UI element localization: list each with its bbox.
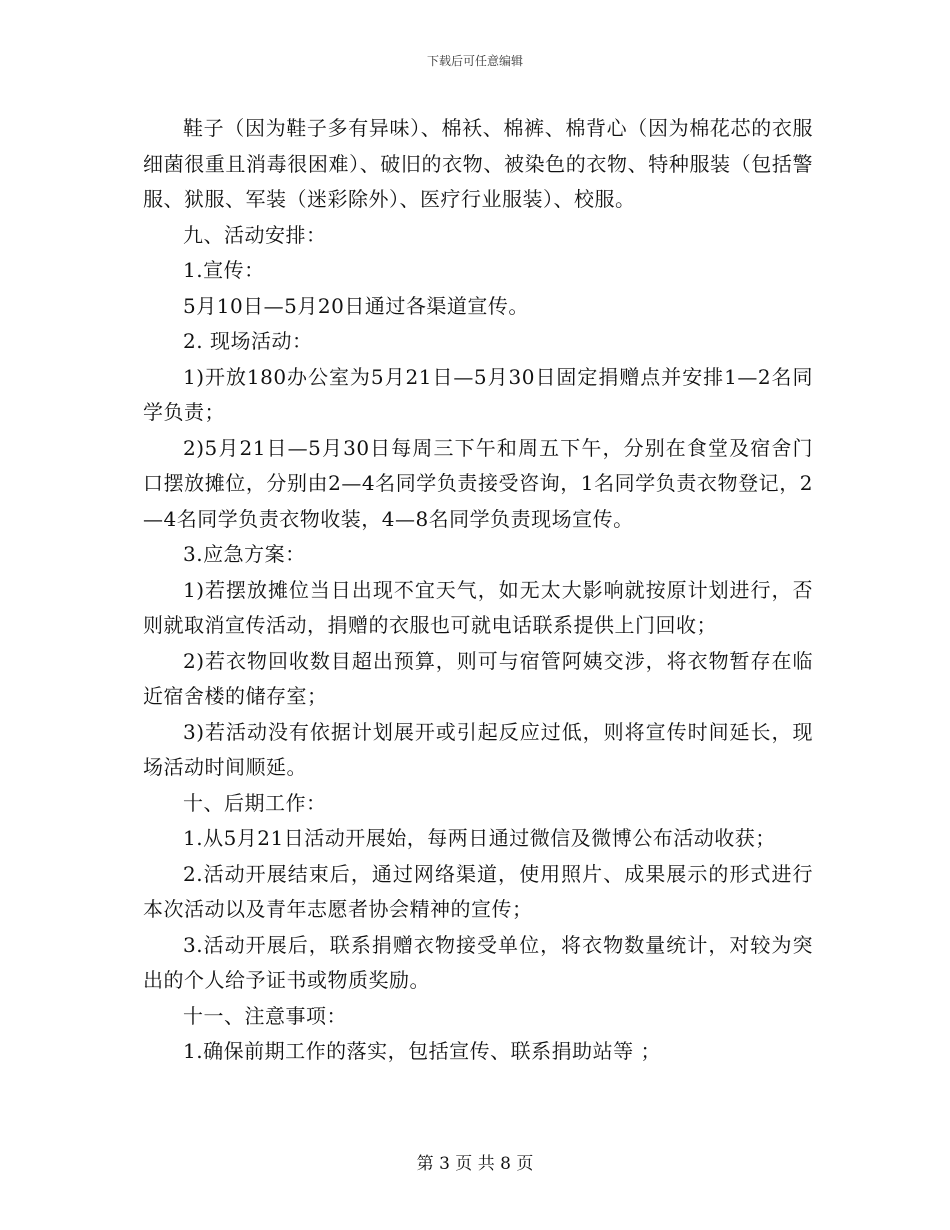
section-heading-notes: 十一、注意事项： [183,1003,347,1028]
paragraph-excluded-items: 鞋子（因为鞋子多有异味）、棉袄、棉裤、棉背心（因为棉花芯的衣服细菌很重且消毒很困难）、破旧的衣物、被染色的衣物、特种服装（包括警服、狱服、军装（迷彩除外）、医疗行业服装）、校服。 [143,116,813,211]
page-header-note: 下载后可任意编辑 [426,54,523,68]
paragraph-notes-item-1: 1.确保前期工作的落实，包括宣传、联系捐助站等 ； [183,1039,661,1063]
section-heading-activity-arrangement: 九、活动安排： [183,222,327,247]
paragraph-emergency-item-3: 3)若活动没有依据计划展开或引起反应过低，则将宣传时间延长，现场活动时间顺延。 [143,719,813,779]
section-heading-follow-up: 十、后期工作： [183,790,327,815]
paragraph-onsite-item-2: 2)5月21日—5月30日每周三下午和周五下午，分别在食堂及宿舍门口摆放摊位，分别由2—4名同学负责接受咨询，1名同学负责衣物登记，2—4名同学负责衣物收装，4—8名同学负责现场宣传。 [143,435,813,531]
paragraph-follow-up-item-1: 1.从5月21日活动开展始，每两日通过微信及微博公布活动收获； [183,826,776,850]
subheading-emergency-plan: 3.应急方案： [183,542,306,566]
paragraph-publicity-dates: 5月10日—5月20日通过各渠道宣传。 [183,293,529,318]
paragraph-onsite-item-1: 1)开放180办公室为5月21日—5月30日固定捐赠点并安排1—2名同学负责； [143,364,813,424]
paragraph-emergency-item-2: 2)若衣物回收数目超出预算，则可与宿管阿姨交涉，将衣物暂存在临近宿舍楼的储存室； [143,648,813,708]
paragraph-follow-up-item-3: 3.活动开展后，联系捐赠衣物接受单位，将衣物数量统计，对较为突出的个人给予证书或物质奖励。 [143,932,813,992]
subheading-onsite-activity: 2. 现场活动： [183,329,313,353]
subheading-publicity: 1.宣传： [183,258,265,282]
document-body [143,111,813,1070]
page-number: 第 3 页 共 8 页 [416,1154,534,1174]
paragraph-emergency-item-1: 1)若摆放摊位当日出现不宜天气，如无太大影响就按原计划进行，否则就取消宣传活动，捐赠的衣服也可就电话联系提供上门回收； [143,577,813,637]
paragraph-follow-up-item-2: 2.活动开展结束后，通过网络渠道，使用照片、成果展示的形式进行本次活动以及青年志愿者协会精神的宣传； [143,861,813,921]
